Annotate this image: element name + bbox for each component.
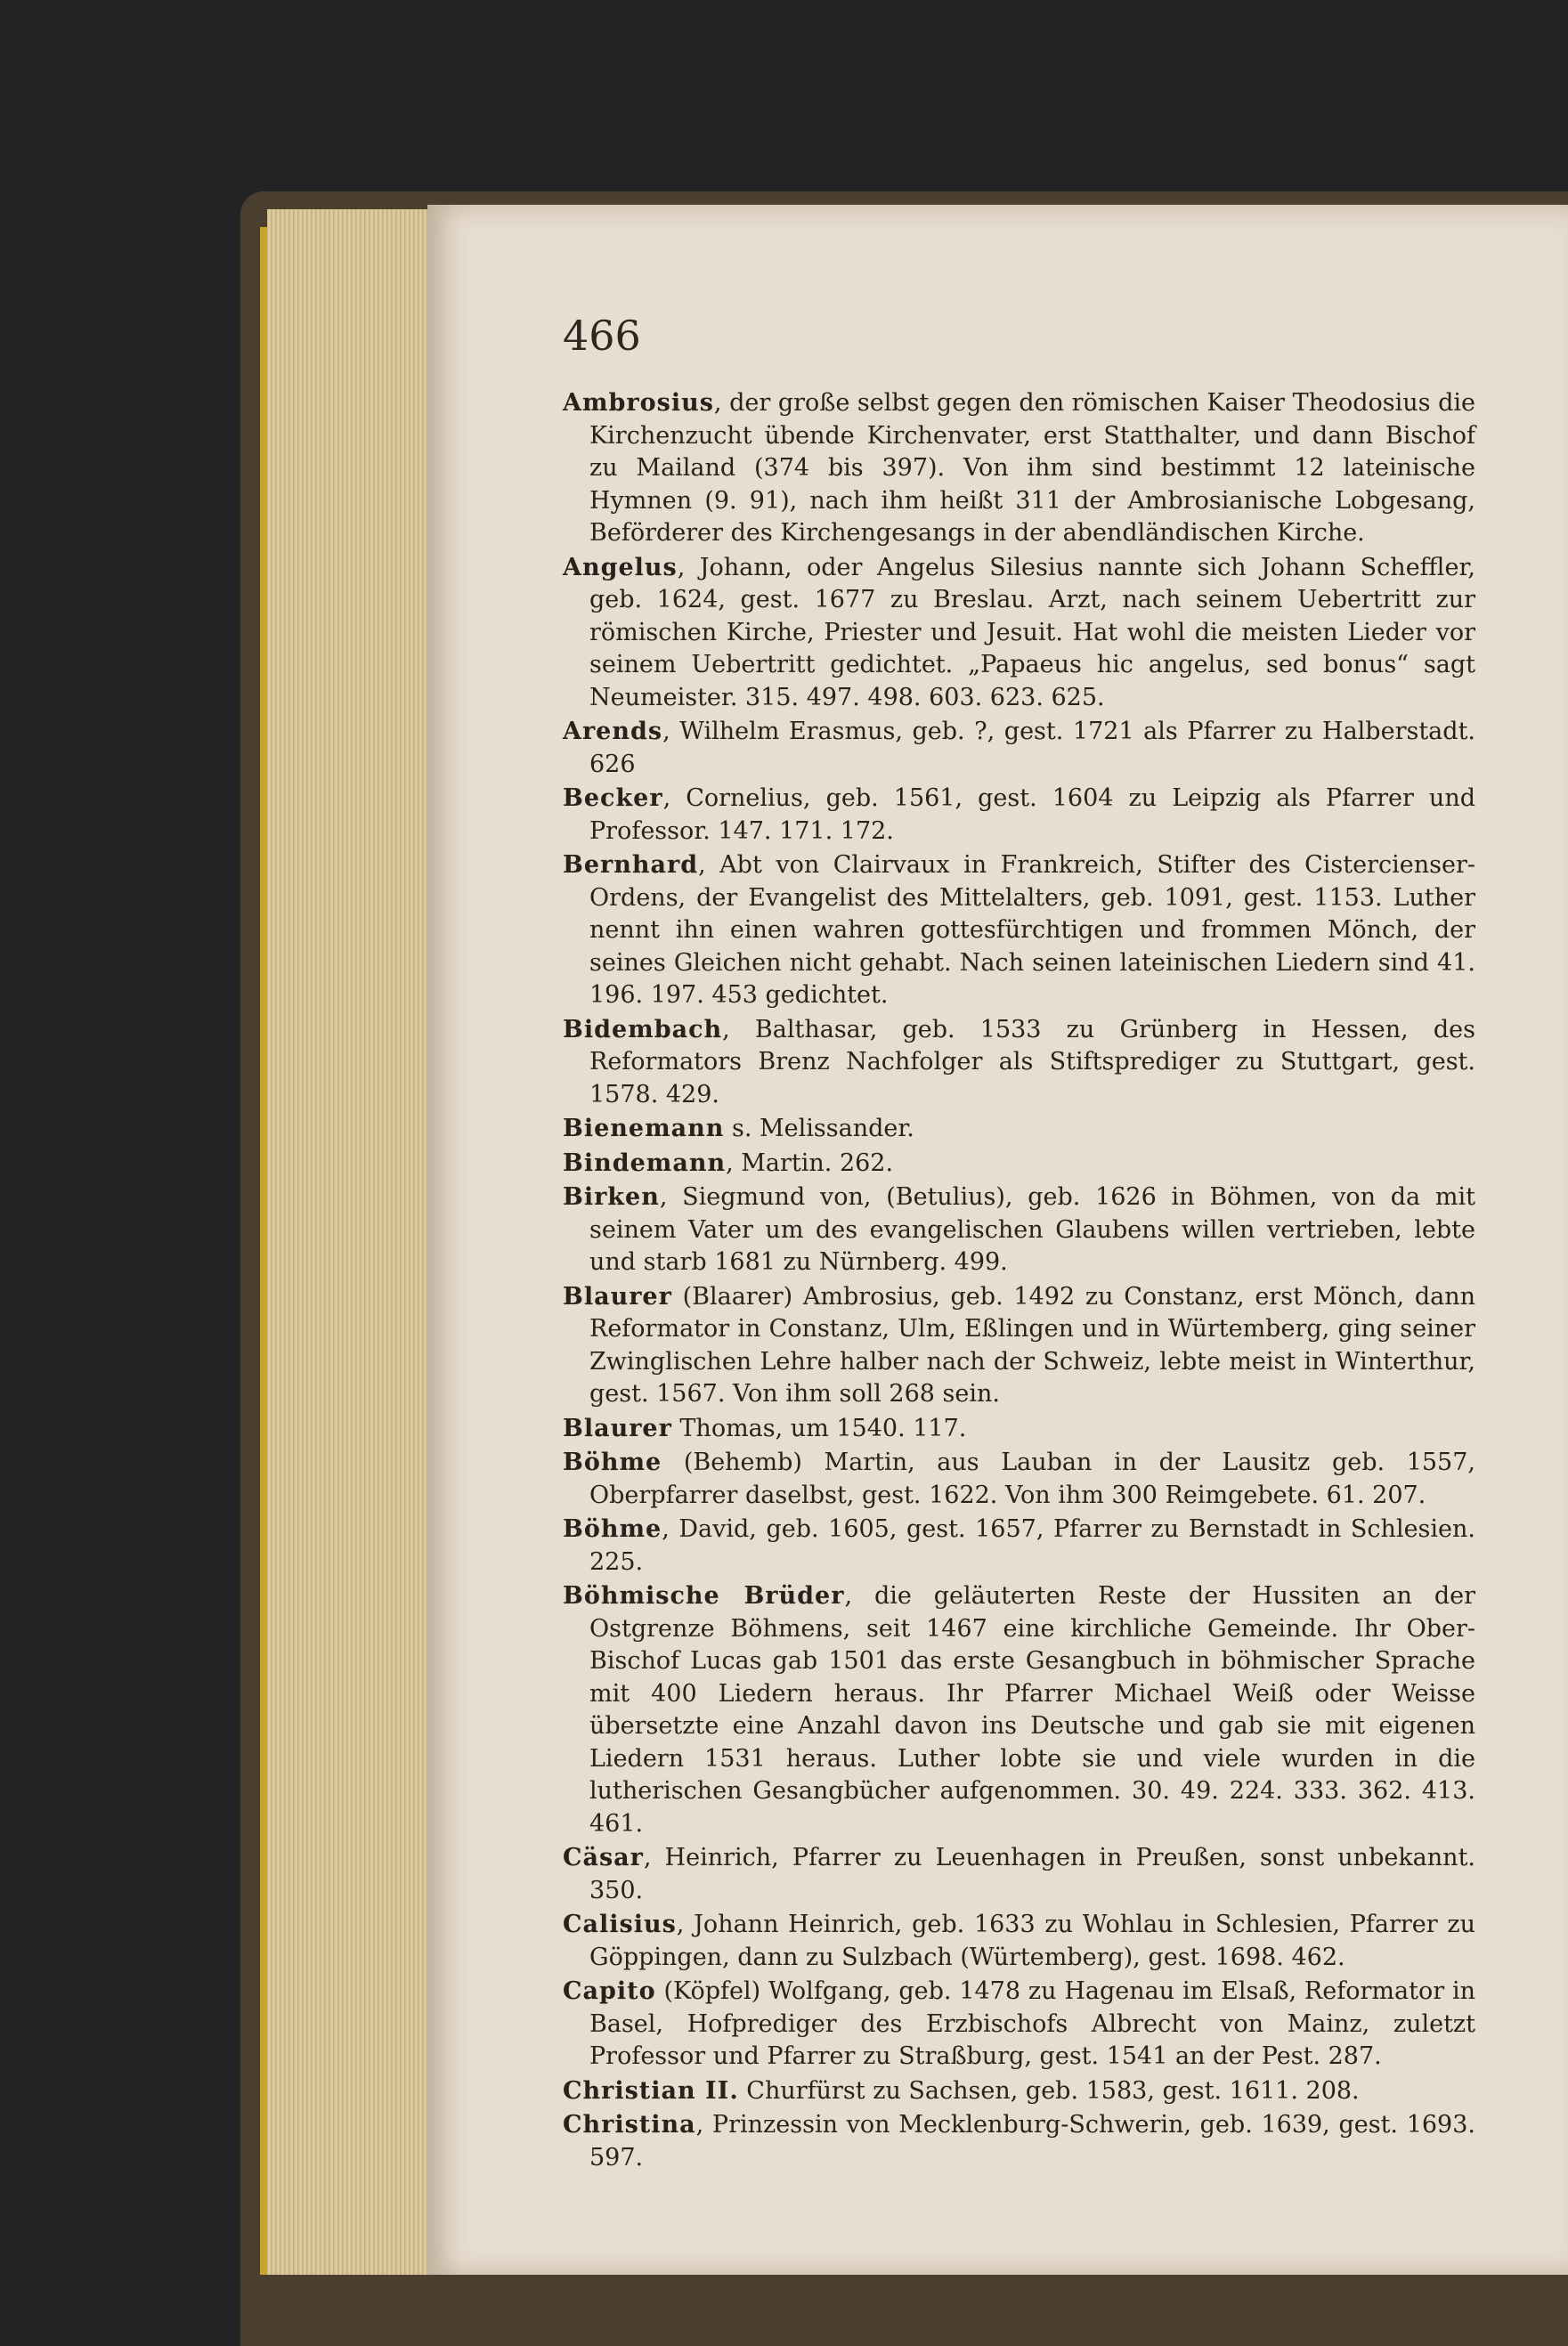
- entry-ambrosius: [563, 387, 1475, 550]
- entry-name: Angelus: [563, 553, 678, 581]
- entry-text: , Balthasar, geb. 1533 zu Grünberg in Hessen, des Reformators Brenz Nachfolger als Stiftsprediger zu Stuttgart, gest. 1578. 429.: [589, 1015, 1475, 1108]
- entry-text: , Martin. 262.: [726, 1149, 894, 1177]
- entry-name: Bienemann: [563, 1115, 725, 1142]
- entry-blaurer-thomas: [563, 1413, 1475, 1446]
- page-edges: [267, 209, 429, 2275]
- entry-name: Christian II.: [563, 2076, 739, 2105]
- entry-capito: [563, 1976, 1475, 2074]
- entry-text: s. Melissander.: [724, 1115, 914, 1142]
- entry-boehme-martin: [563, 1447, 1475, 1512]
- entry-name: Bindemann: [563, 1149, 727, 1177]
- entry-text: (Köpfel) Wolfgang, geb. 1478 zu Hagenau im Elsaß, Reformator in Basel, Hofprediger des Erzbischofs Albrecht von Mainz, zuletzt Professor und Pfarrer zu Straßburg, gest. 1541 an der Pest. 287.: [589, 1977, 1475, 2070]
- entry-text: , Wilhelm Erasmus, geb. ?, gest. 1721 als Pfarrer zu Halberstadt. 626: [589, 718, 1475, 778]
- entry-text: Churfürst zu Sachsen, geb. 1583, gest. 1611. 208.: [738, 2076, 1360, 2105]
- entry-bidembach: [563, 1014, 1475, 1112]
- entry-name: Christina: [563, 2111, 696, 2139]
- entry-name: Calisius: [563, 1911, 677, 1938]
- entry-calisius: [563, 1909, 1475, 1974]
- entry-name: Arends: [563, 718, 663, 745]
- entry-name: Bernhard: [563, 851, 699, 879]
- entry-christian: [563, 2075, 1475, 2108]
- entry-blaurer-ambrosius: [563, 1281, 1475, 1411]
- entry-bienemann: [563, 1113, 1475, 1146]
- register-entries: [563, 387, 1475, 2176]
- entry-birken: [563, 1181, 1475, 1279]
- entry-arends: [563, 716, 1475, 781]
- entry-text: , Abt von Clairvaux in Frankreich, Stifter des Cistercienser-Ordens, der Evangelist des Mittelalters, geb. 1091, gest. 1153. Luther nennt ihn einen wahren gottesfürchtigen und frommen Mönch, der seines Gleichen nicht gehabt. Nach seinen lateinischen Liedern sind 41. 196. 197. 453 gedichtet.: [589, 851, 1475, 1009]
- entry-bernhard: [563, 849, 1475, 1012]
- entry-name: Böhme: [563, 1515, 662, 1543]
- entry-christina: [563, 2109, 1475, 2174]
- entry-text: , Johann Heinrich, geb. 1633 zu Wohlau in Schlesien, Pfarrer zu Göppingen, dann zu Sulzbach (Würtemberg), gest. 1698. 462.: [589, 1911, 1475, 1971]
- entry-becker: [563, 783, 1475, 848]
- entry-name: Ambrosius: [563, 389, 714, 417]
- entry-text: , David, geb. 1605, gest. 1657, Pfarrer zu Bernstadt in Schlesien. 225.: [589, 1515, 1475, 1576]
- entry-angelus: [563, 552, 1475, 715]
- entry-boehme-david: [563, 1514, 1475, 1579]
- entry-text: , Siegmund von, (Betulius), geb. 1626 in Böhmen, von da mit seinem Vater um des evangelischen Glaubens willen vertrieben, lebte und starb 1681 zu Nürnberg. 499.: [589, 1183, 1475, 1276]
- entry-text: , der große selbst gegen den römischen Kaiser Theodosius die Kirchenzucht übende Kirchenvater, erst Statthalter, und dann Bischof zu Mailand (374 bis 397). Von ihm sind bestimmt 12 lateinische Hymnen (9. 91), nach ihm heißt 311 der Ambrosianische Lobgesang, Beförderer des Kirchengesangs in der abendländischen Kirche.: [589, 389, 1475, 547]
- entry-name: Böhme: [563, 1449, 662, 1476]
- entry-text: , Cornelius, geb. 1561, gest. 1604 zu Leipzig als Pfarrer und Professor. 147. 171. 172.: [589, 784, 1475, 845]
- entry-text: (Behemb) Martin, aus Lauban in der Lausitz geb. 1557, Oberpfarrer daselbst, gest. 1622. Von ihm 300 Reimgebete. 61. 207.: [589, 1449, 1475, 1509]
- page-number: 466: [563, 312, 641, 360]
- entry-name: Blaurer: [563, 1282, 672, 1311]
- entry-name: Birken: [563, 1183, 660, 1211]
- book-page: [427, 205, 1568, 2275]
- entry-name: Capito: [563, 1977, 656, 2005]
- book: [240, 191, 1568, 2346]
- entry-name: Bidembach: [563, 1015, 723, 1043]
- entry-name: Böhmische Brüder: [563, 1582, 845, 1610]
- entry-text: , die geläuterten Reste der Hussiten an der Ostgrenze Böhmens, seit 1467 eine kirchliche Gemeinde. Ihr Ober-Bischof Lucas gab 1501 das erste Gesangbuch in böhmischer Sprache mit 400 Liedern heraus. Ihr Pfarrer Michael Weiß oder Weisse übersetzte eine Anzahl davon ins Deutsche und gab sie mit eigenen Liedern 1531 heraus. Luther lobte sie und viele wurden in die lutherischen Gesangbücher aufgenommen. 30. 49. 224. 333. 362. 413. 461.: [589, 1582, 1475, 1838]
- entry-boehmische-brueder: [563, 1580, 1475, 1840]
- entry-text: , Heinrich, Pfarrer zu Leuenhagen in Preußen, sonst unbekannt. 350.: [589, 1844, 1475, 1904]
- entry-name: Cäsar: [563, 1844, 644, 1871]
- entry-name: Blaurer: [563, 1414, 672, 1442]
- entry-name: Becker: [563, 784, 663, 812]
- entry-caesar: [563, 1842, 1475, 1907]
- entry-bindemann: [563, 1148, 1475, 1181]
- entry-text: Thomas, um 1540. 117.: [671, 1414, 967, 1442]
- entry-text: , Johann, oder Angelus Silesius nannte sich Johann Scheffler, geb. 1624, gest. 1677 zu Breslau. Arzt, nach seinem Uebertritt zur römischen Kirche, Priester und Jesuit. Hat wohl die meisten Lieder vor seinem Uebertritt gedichtet. „Papaeus hic angelus, sed bonus“ sagt Neumeister. 315. 497. 498. 603. 623. 625.: [589, 553, 1475, 711]
- entry-text: (Blaarer) Ambrosius, geb. 1492 zu Constanz, erst Mönch, dann Reformator in Constanz, Ulm, Eßlingen und in Würtemberg, ging seiner Zwinglischen Lehre halber nach der Schweiz, lebte meist in Winterthur, gest. 1567. Von ihm soll 268 sein.: [589, 1282, 1475, 1408]
- entry-text: , Prinzessin von Mecklenburg-Schwerin, geb. 1639, gest. 1693. 597.: [589, 2111, 1475, 2171]
